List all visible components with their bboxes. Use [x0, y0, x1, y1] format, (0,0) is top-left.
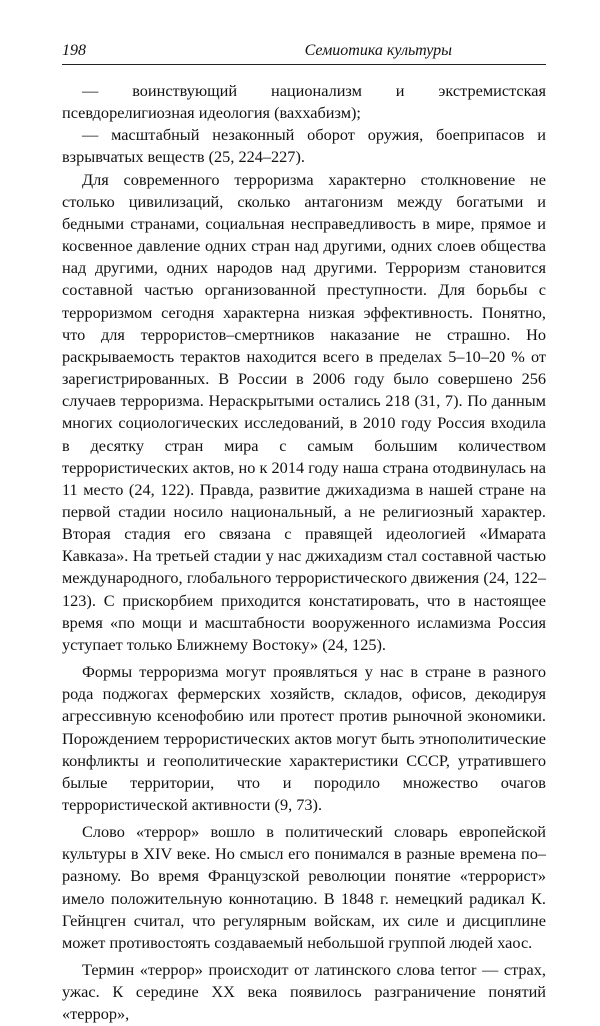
page-number: 198 [62, 42, 86, 59]
paragraph-word-terror: Слово «террор» вошло в политический словарь европейской культуры в XIV веке. Но смысл его понимался в разные времена по–разному. Во время Французской революции понятие «террорист» имело положительную коннотацию. В 1848 г. немецкий радикал К. Гейнцген считал, что регулярным войскам, их силе и дисциплине может противостоять создаваемый небольшой группой людей хаос. [62, 822, 546, 952]
paragraph-terrorism-modern: Для современного терроризма характерно столкновение не столько цивилизаций, сколько антагонизм между богатыми и бедными странами, социальная несправедливость в мире, прямое и косвенное давление одних стран над другими, одних слоев общества над другими, одних народов над другими. Терроризм становится составной частью организованной преступности. Для борьбы с терроризмом сегодня характерна низкая эффективность. Понятно, что для террористов–смертников наказание не страшно. Но раскрываемость терактов находится всего в пределах 5–10–20 % от зарегистрированных. В России в 2006 году было совершено 256 случаев терроризма. Нераскрытыми остались 218 (31, 7). По данным многих социологических исследований, в 2010 году Россия входила в десятку стран мира с самым большим количеством террористических актов, но к 2014 году наша страна отодвинулась на 11 место (24, 122). Правда, развитие джихадизма в нашей стране на первой стадии носило национальный, а не религиозный характер. Вторая стадия его связана с правящей идеологией «Имарата Кавказа». На третьей стадии у нас джихадизм стал составной частью международного, глобального террористического движения (24, 122–123). С прискорбием приходится констатировать, что в настоящее время «по мощи и масштабности вооруженного исламизма Россия уступает только Ближнему Востоку» (24, 125). [62, 169, 546, 654]
running-title: Семиотика культуры [304, 42, 452, 59]
paragraph-term-terror: Термин «террор» происходит от латинского слова terror — страх, ужас. К середине XX века появилось разграничение понятий «террор», [62, 960, 546, 1024]
paragraph-list-item-1: — воинствующий национализм и экстремистская псевдорелигиозная идеология (ваххабизм); [62, 81, 546, 123]
paragraph-terrorism-forms: Формы терроризма могут проявляться у нас в стране в разного рода поджогах фермерских хозяйств, складов, офисов, декодируя агрессивную ксенофобию или протест против рыночной экономики. Порождением террористических актов могут быть этнополитические конфликты и геополитические характеристики СССР, утратившего былые территории, что и породило множество очагов террористической активности (9, 73). [62, 662, 546, 814]
paragraph-list-item-2: — масштабный незаконный оборот оружия, боеприпасов и взрывчатых веществ (25, 224–227). [62, 125, 546, 167]
page-header [62, 40, 546, 65]
body-text [62, 80, 546, 1026]
